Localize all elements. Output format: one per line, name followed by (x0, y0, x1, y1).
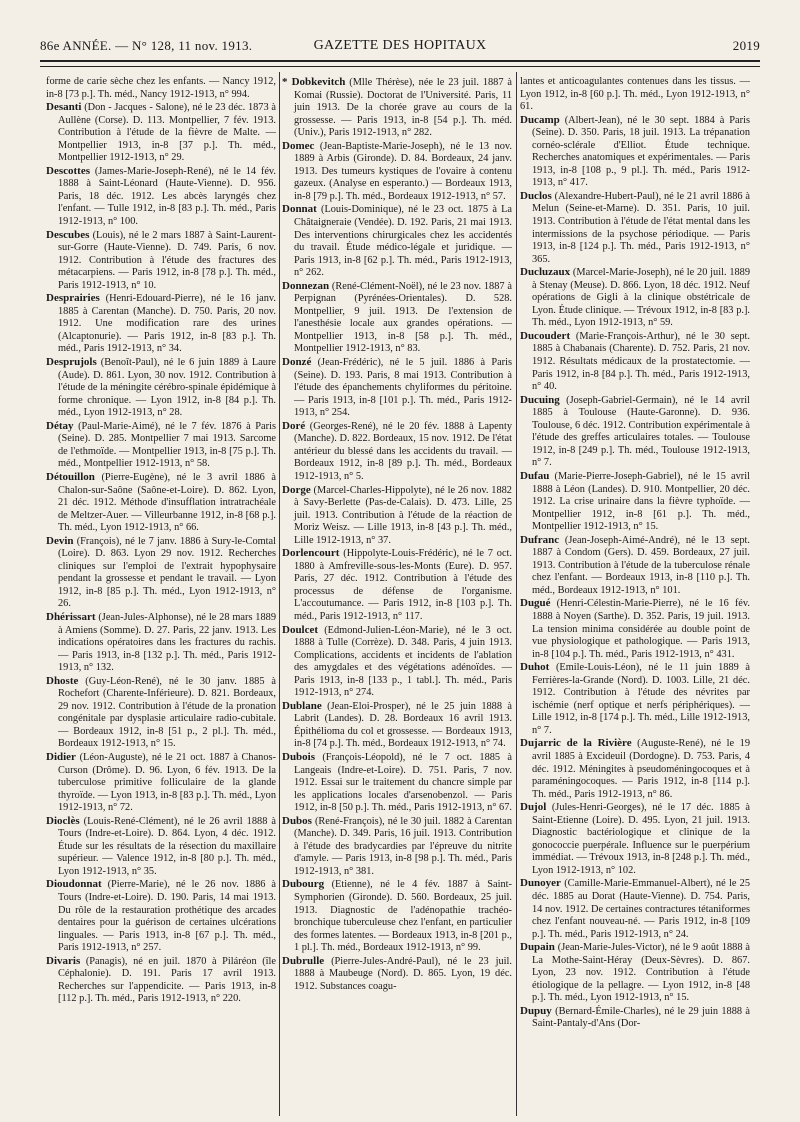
author-name: Ducoudert (520, 329, 571, 342)
author-name: Dubourg (282, 878, 325, 891)
bibliography-entry (282, 955, 512, 994)
bibliography-entry (46, 751, 276, 815)
bibliography-entry (46, 165, 276, 229)
bibliography-entry (46, 878, 276, 954)
entry-details: (René-François), né le 30 juil. 1882 à Carentan (Manche). D. 349. Paris, 16 juil. 1913. Contribution à l'étude des bradycardies par l'épreuve du nitrite d'amyle. — Paris 1913, in-8 [98 p.]. Th. méd., Paris 1912-1913, n° 381. (294, 815, 512, 877)
journal-title: GAZETTE DES HOPITAUX (313, 38, 487, 53)
bibliography-entry (520, 661, 750, 737)
entry-details: (Jean-Frédéric), né le 5 juil. 1886 à Paris (Seine). D. 193. Paris, 8 mai 1913. Contribution à l'étude des épanchements chyliformes du péritoine. — Paris 1913, in-8 [101 p.]. Th. méd., Paris 1912-1913, n° 254. (294, 357, 512, 419)
entry-details: (Alexandre-Hubert-Paul), né le 21 avril 1886 à Melun (Seine-et-Marne). D. 351. Paris, 10 juil. 1913. Contribution à l'étude de l'état mental dans les intermissions de la psychose périodique. — Paris 1913, in-8 [124 p.]. Th. méd., Paris 1912-1913, n° 365. (532, 190, 750, 265)
author-name: Descottes (46, 164, 90, 177)
entry-details: (Pierre-Jules-André-Paul), né le 23 juil. 1888 à Maubeuge (Nord). D. 865. Lyon, 19 déc. 1912. Substances coagu- (294, 955, 512, 992)
author-name: Duclos (520, 189, 552, 202)
entry-details: (François), né le 7 janv. 1886 à Sury-le-Comtal (Loire). D. 863. Lyon 29 nov. 1912. Recherches cliniques sur l'emploi de l'extrait hypophysaire pendant la grossesse et pendant le travail. — Lyon 1912, in-8 [85 p.]. Th. méd., Lyon 1912-1913, n° 26. (58, 535, 276, 610)
author-name: Dioudonnat (46, 878, 102, 891)
bibliography-entry (282, 624, 512, 700)
author-name: Dublane (282, 699, 322, 712)
bibliography-entry (520, 394, 750, 470)
author-name: Ducuing (520, 393, 560, 406)
bibliography-entry (282, 203, 512, 279)
author-name: Dorlencourt (282, 547, 340, 560)
entry-details: (Jean-Eloi-Prosper), né le 25 juin 1888 à Labrit (Landes). D. 28. Bordeaux 16 avril 1913. Épithélioma du col et grossesse. — Bordeaux 1913, in-8 [74 p.]. Th. méd., Bordeaux 1912-1913, n° 74. (294, 700, 512, 750)
author-name: Doulcet (282, 623, 319, 636)
author-name: Détay (46, 419, 74, 432)
column-1 (46, 76, 276, 1116)
entry-details: (Camille-Marie-Emmanuel-Albert), né le 25 déc. 1885 au Dorat (Haute-Vienne). D. 754. Paris, 14 nov. 1912. De certaines contractures tétaniformes chez l'enfant nouveau-né. — Paris 1912, in-8 [109 p.]. Th. méd., Paris 1912-1913, n° 24. (532, 878, 750, 940)
column-divider (516, 72, 517, 1116)
author-name: Descubes (46, 228, 90, 241)
author-name: Dubos (282, 814, 312, 827)
entry-details: (Don - Jacques - Salone), né le 23 déc. 1873 à Aullène (Corse). D. 113. Montpellier, 7 fév. 1913. Contribution à l'étude de la fièvre de Malte. — Montpellier 1913, in-8 [37 p.]. Th. méd., Montpellier 1912-1913, n° 29. (58, 102, 276, 164)
bibliography-entry (520, 941, 750, 1005)
author-name: Dioclès (46, 814, 80, 827)
bibliography-entry (46, 356, 276, 420)
entry-details: (Marcel-Charles-Hippolyte), né le 26 nov. 1882 à Savy-Berlette (Pas-de-Calais). D. 473. Lille, 25 juil. 1913. Contribution à l'étude de la réaction de Moriz Weisz. — Lille 1913, in-8 [43 p.]. Th. méd., Lille 1912-1913, n° 37. (294, 484, 512, 546)
entry-details: (Jean-Baptiste-Marie-Joseph), né le 13 nov. 1889 à Arbis (Gironde). D. 84. Bordeaux, 24 janv. 1913. Des tumeurs kystiques de l'ovaire à contenu gazeux. (Analyse en esperanto.) — Bordeaux 1913, in-8 [79 p.]. Th. méd., Bordeaux 1912-1913, n° 57. (294, 140, 512, 202)
entry-details: (Jean-Joseph-Aimé-André), né le 13 sept. 1887 à Condom (Gers). D. 459. Bordeaux, 27 juil. 1913. Contribution à l'étude de la tuberculose rénale chez l'enfant. — Bordeaux 1913, in-8 [110 p.]. Th. méd., Bordeaux 1912-1913, n° 101. (532, 534, 750, 596)
bibliography-entry (520, 76, 750, 114)
column-divider (279, 72, 280, 1116)
entry-details: (Paul-Marie-Aimé), né le 7 fév. 1876 à Paris (Seine). D. 285. Montpellier 7 mai 1913. Sarcome de l'ethmoïde. — Montpellier 1913, in-8 [75 p.]. Th. méd., Montpellier 1912-1913, n° 58. (58, 420, 276, 470)
author-name: Dujol (520, 801, 547, 814)
author-name: Donnezan (282, 279, 330, 292)
page-number: 2019 (732, 38, 760, 53)
author-name: Ducluzaux (520, 266, 571, 279)
bibliography-entry (520, 877, 750, 941)
entry-details: lantes et anticoagulantes contenues dans les tissus. — Lyon 1912, in-8 [60 p.]. Th. méd., Lyon 1912-1913, n° 61. (520, 76, 750, 113)
bibliography-entry (282, 751, 512, 815)
author-name: Dunoyer (520, 877, 561, 890)
author-name: Dubois (282, 750, 316, 763)
bibliography-entry (282, 76, 512, 140)
author-name: * Dobkevitch (282, 76, 346, 88)
bibliography-entry (520, 737, 750, 801)
author-name: Dupuy (520, 1004, 552, 1017)
entry-details: (Léon-Auguste), né le 21 oct. 1887 à Chanos-Curson (Drôme). D. 96. Lyon, 6 fév. 1913. De la tuberculose primitive folliculaire de la glande thyroïde. — Lyon 1913, in-8 [83 p.]. Th. méd., Lyon 1912-1913, n° 72. (58, 751, 276, 814)
entry-details: (Guy-Léon-René), né le 30 janv. 1885 à Rochefort (Charente-Inférieure). D. 821. Bordeaux, 29 nov. 1912. Contribution à l'étude de la pronation congénitale par dysplasie articulaire radio-cubitale. — Bordeaux 1912, in-8 [51 p., 2 pl.]. Th. méd., Bordeaux 1912-1913, n° 15. (58, 675, 276, 750)
entry-details: (Jean-Marie-Jules-Victor), né le 9 août 1888 à La Mothe-Saint-Héray (Deux-Sèvres). D. 867. Lyon, 23 nov. 1912. Contribution à l'étude étiologique de la pellagre. — Lyon 1912, in-8 [48 p.]. Th. méd., Lyon 1912-1913, n° 15. (532, 942, 750, 1004)
author-name: Desanti (46, 101, 82, 114)
author-name: Dorge (282, 483, 311, 496)
entry-details: (Bernard-Émile-Charles), né le 29 juin 1888 à Saint-Pantaly-d'Ans (Dor- (532, 1005, 750, 1030)
entry-details: (Benoît-Paul), né le 6 juin 1889 à Laure (Aude). D. 861. Lyon, 30 nov. 1912. Contribution à l'étude de la méningite cérébro-spinale épidémique à forme chronique. — Lyon 1912, in-8 [84 p.]. Th. méd., Lyon 1912-1913, n° 28. (58, 357, 276, 419)
bibliography-entry (46, 611, 276, 675)
author-name: Desprujols (46, 356, 97, 369)
entry-details: (Jean-Jules-Alphonse), né le 28 mars 1889 à Amiens (Somme). D. 27. Paris, 22 janv. 1913. Les indications opératoires dans les fractures du rachis. — Paris 1913, in-8 [132 p.]. Th. méd., Paris 1912-1913, n° 132. (58, 611, 276, 674)
author-name: Dufranc (520, 533, 560, 546)
bibliography-entry (46, 420, 276, 471)
entry-details: (Albert-Jean), né le 30 sept. 1884 à Paris (Seine). D. 350. Paris, 18 juil. 1913. La trépanation cornéo-sclérale d'Elliot. Étude technique. Recherches anatomiques et expérimentales. — Paris 1913, in-8 [108 p., 9 pl.]. Th. méd., Paris 1912-1913, n° 417. (532, 114, 750, 189)
bibliography-entry (520, 801, 750, 877)
header-rule-thick (40, 60, 760, 62)
entry-details: (Joseph-Gabriel-Germain), né le 14 avril 1885 à Toulouse (Haute-Garonne). D. 936. Toulouse, 6 déc. 1912. Contribution expérimentale à l'étude des greffes articulaires totales. — Toulouse 1912, in-8 [249 p.]. Th. méd., Toulouse 1912-1913, n° 7. (532, 394, 750, 469)
bibliography-entry (282, 878, 512, 954)
header-rule-thin (40, 66, 760, 67)
bibliography-entry (282, 484, 512, 548)
entry-details: (Louis), né le 2 mars 1887 à Saint-Laurent-sur-Gorre (Haute-Vienne). D. 749. Paris, 6 nov. 1912. Contribution à l'étude des fractures des métacarpiens. — Paris 1912, in-8 [78 p.]. Th. méd., Paris 1912-1913, n° 10. (58, 229, 276, 291)
author-name: Dupain (520, 941, 555, 954)
author-name: Doré (282, 419, 306, 432)
bibliography-entry (282, 280, 512, 356)
bibliography-entry (46, 76, 276, 101)
entry-details: (Panagis), né en juil. 1870 à Piláréon (île Céphalonie). D. 191. Paris 17 avril 1913. Recherches sur l'appendicite. — Paris 1913, in-8 [112 p.]. Th. méd., Paris 1912-1913, n° 220. (58, 955, 276, 1005)
entry-details: (Georges-René), né le 20 fév. 1888 à Lapenty (Manche). D. 822. Bordeaux, 15 nov. 1912. De l'état antérieur du blessé dans les accidents du travail. — Bordeaux 1912, in-8 [89 p.]. Th. méd., Bordeaux 1912-1913, n° 5. (294, 420, 512, 482)
bibliography-entry (520, 330, 750, 394)
entry-details: (Hippolyte-Louis-Frédéric), né le 7 oct. 1880 à Amfreville-sous-les-Monts (Eure). D. 957. Paris, 27 déc. 1912. Contribution à l'étude des processus de défense de l'organisme. L'accoutumance. — Paris 1912, in-8 [103 p.]. Th. méd., Paris 1912-1913, n° 117. (294, 548, 512, 622)
bibliography-entry (282, 140, 512, 204)
author-name: Ducamp (520, 113, 560, 126)
bibliography-entry (282, 420, 512, 484)
author-name: Devin (46, 534, 74, 547)
entry-details: (Etienne), né le 4 fév. 1887 à Saint-Symphorien (Gironde). D. 560. Bordeaux, 25 juil. 1913. Diagnostic de l'adénopathie trachéo-bronchique tuberculeuse chez l'enfant, en particulier des formes latentes. — Bordeaux 1913, in-8 [201 p., 1 pl.]. Th. méd., Bordeaux 1912-1913, n° 99. (294, 879, 512, 954)
entry-details: forme de carie sèche chez les enfants. — Nancy 1912, in-8 [73 p.]. Th. méd., Nancy 1912-1913, n° 994. (46, 76, 276, 100)
author-name: Duhot (520, 661, 550, 674)
author-name: Didier (46, 750, 76, 763)
author-name: Dubrulle (282, 954, 325, 967)
bibliography-entry (520, 597, 750, 661)
bibliography-entry (282, 356, 512, 420)
bibliography-entry (520, 470, 750, 534)
bibliography-entry (282, 700, 512, 751)
page-header (40, 38, 760, 60)
bibliography-entry (46, 101, 276, 165)
entry-details: (Marie-Pierre-Joseph-Gabriel), né le 15 avril 1888 à Léon (Landes). D. 910. Montpellier, 20 déc. 1912. La crise urinaire dans la fièvre typhoïde. — Montpellier 1912, in-8 [61 p.]. Th. méd., Montpellier 1912-1913, n° 15. (532, 470, 750, 533)
entry-details: (Pierre-Marie), né le 26 nov. 1886 à Tours (Indre-et-Loire). D. 190. Paris, 14 mai 1913. Du rôle de la restauration prothétique des arcades dentaires pour la guérison de certaines ulcérations linguales. — Paris 1913, in-8 [67 p.]. Th. méd., Paris 1912-1913, n° 257. (58, 879, 276, 954)
bibliography-entry (46, 471, 276, 535)
bibliography-entry (46, 292, 276, 356)
entry-details: (Jules-Henri-Georges), né le 17 déc. 1885 à Saint-Etienne (Loire). D. 495. Lyon, 21 juil. 1913. Diagnostic bactériologique et clinique de la gonococcie puerpérale. Influence sur le puerpérium immédiat. — Trévoux 1913, in-8 [248 p.]. Th. méd., Lyon 1912-1913, n° 102. (532, 802, 750, 876)
author-name: Donnat (282, 203, 317, 216)
bibliography-entry (520, 114, 750, 190)
column-2 (282, 76, 512, 1116)
bibliography-entry (46, 815, 276, 879)
author-name: Dujarric de la Rivière (520, 737, 632, 750)
entry-details: (Marcel-Marie-Joseph), né le 20 juil. 1889 à Stenay (Meuse). D. 866. Lyon, 18 déc. 1912. Neuf opérations de Gigli à la clinique obstétricale de Lyon. Étude clinique. — Trévoux 1912, in-8 [83 p.]. Th. méd., Lyon 1912-1913, n° 59. (532, 267, 750, 329)
entry-details: (François-Léopold), né le 7 oct. 1885 à Langeais (Indre-et-Loire). D. 751. Paris, 7 nov. 1912. Essai sur le traitement du chancre simple par les applications locales d'arsenobenzol. — Paris 1912, in-8 [50 p.]. Th. méd., Paris 1912-1913, n° 67. (294, 751, 512, 814)
author-name: Détouillon (46, 470, 95, 483)
bibliography-entry (520, 266, 750, 330)
author-name: Donzé (282, 356, 312, 369)
author-name: Dhérissart (46, 610, 96, 623)
author-name: Dufau (520, 469, 550, 482)
entry-details: (Henri-Célestin-Marie-Pierre), né le 16 fév. 1888 à Noyen (Sarthe). D. 352. Paris, 19 juil. 1913. La tension minima considérée au double point de vue physiologique et pathologique. — Paris 1913, in-8 [104 p.]. Th. méd., Paris 1912-1913, n° 431. (532, 598, 750, 660)
bibliography-entry (46, 535, 276, 611)
entry-details: (Louis-Dominique), né le 23 oct. 1875 à La Châtaigneraie (Vendée). D. 192. Paris, 21 mai 1913. Des interventions chirurgicales chez les accidentés du travail. Étude médico-légale et juridique. — Paris 1913, in-8 [62 p.]. Th. méd., Paris 1912-1913, n° 262. (294, 204, 512, 279)
author-name: Dugué (520, 597, 551, 610)
entry-details: (Mlle Thérèse), née le 23 juil. 1887 à Komai (Russie). Doctorat de l'Université. Paris, 11 juin 1913. De la chorée grave au cours de la grossesse. — Paris 1913, in-8 [54 p.]. Th. méd. (Univ.), Paris 1912-1913, n° 282. (294, 77, 512, 139)
entry-details: (Emile-Louis-Léon), né le 11 juin 1889 à Ferrières-la-Grande (Nord). D. 1003. Lille, 21 déc. 1912. Contribution à l'étude des névrites par ischémie (nerf optique et nerfs périphériques). — Lille 1912, in-8 [174 p.]. Th. méd., Lille 1912-1913, n° 7. (532, 662, 750, 736)
bibliography-entry (520, 190, 750, 266)
author-name: Divaris (46, 954, 81, 967)
bibliography-entry (520, 1005, 750, 1031)
entry-details: (Auguste-René), né le 19 avril 1885 à Excideuil (Dordogne). D. 753. Paris, 4 déc. 1912. Méningites à pseudoméningocoques et à paraméningocoques. — Paris 1912, in-8 [114 p.]. Th. méd., Paris 1912-1913, n° 86. (532, 738, 750, 800)
author-name: Dhoste (46, 674, 79, 687)
author-name: Desprairies (46, 292, 100, 305)
bibliography-entry (46, 955, 276, 1006)
entry-details: (Marie-François-Arthur), né le 30 sept. 1885 à Chabanais (Charente). D. 752. Paris, 21 nov. 1912. Résultats médicaux de la prostatectomie. — Paris 1912, in-8 [84 p.]. Th. méd., Paris 1912-1913, n° 40. (532, 330, 750, 393)
entry-details: (Louis-René-Clément), né le 26 avril 1888 à Tours (Indre-et-Loire). D. 864. Lyon, 4 déc. 1912. Étude sur les résultats de la résection du maxillaire supérieur. — Valence 1912, in-8 [80 p.]. Th. méd., Lyon 1912-1913, n° 35. (58, 815, 276, 877)
bibliography-entry (282, 815, 512, 879)
bibliography-entry (282, 547, 512, 623)
author-name: Domec (282, 139, 315, 152)
entry-details: (René-Clément-Noël), né le 23 nov. 1887 à Perpignan (Pyrénées-Orientales). D. 528. Montpellier, 9 juil. 1913. De l'extension de l'anesthésie locale aux grandes opérations. — Montpellier 1913, in-8 [58 p.]. Th. méd., Montpellier 1912-1913, n° 83. (294, 280, 512, 355)
entry-details: (Edmond-Julien-Léon-Marie), né le 3 oct. 1888 à Tulle (Corrèze). D. 348. Paris, 4 juin 1913. Complications, accidents et incidents de l'ablation des amygdales et des végétations adénoïdes. — Paris 1913, in-8 [133 p., 1 tabl.]. Th. méd., Paris 1912-1913, n° 274. (294, 624, 512, 699)
bibliography-entry (46, 229, 276, 293)
column-3 (520, 76, 750, 1116)
entry-details: (Pierre-Eugène), né le 3 avril 1886 à Chalon-sur-Saône (Saône-et-Loire). D. 862. Lyon, 21 déc. 1912. Méthode d'insufflation intratrachéale de Meltzer-Auer. — Villeurbanne 1912, in-8 [68 p.]. Th. méd., Lyon 1912-1913, n° 66. (58, 471, 276, 534)
bibliography-entry (46, 675, 276, 751)
bibliography-entry (520, 534, 750, 598)
issue-info: 86e ANNÉE. — N° 128, 11 nov. 1913. (40, 38, 253, 53)
entry-details: (James-Marie-Joseph-René), né le 14 fév. 1888 à Saint-Léonard (Haute-Vienne). D. 956. Paris, 18 déc. 1912. Les abcès laryngés chez l'enfant. — Tulle 1912, in-8 [83 p.]. Th. méd., Paris 1912-1913, n° 100. (58, 165, 276, 228)
entry-details: (Henri-Edouard-Pierre), né le 16 janv. 1885 à Carentan (Manche). D. 750. Paris, 20 nov. 1912. Une modification rare des urines (Alcaptonurie). — Paris 1912, in-8 [83 p.]. Th. méd., Paris 1912-1913, n° 34. (58, 293, 276, 355)
